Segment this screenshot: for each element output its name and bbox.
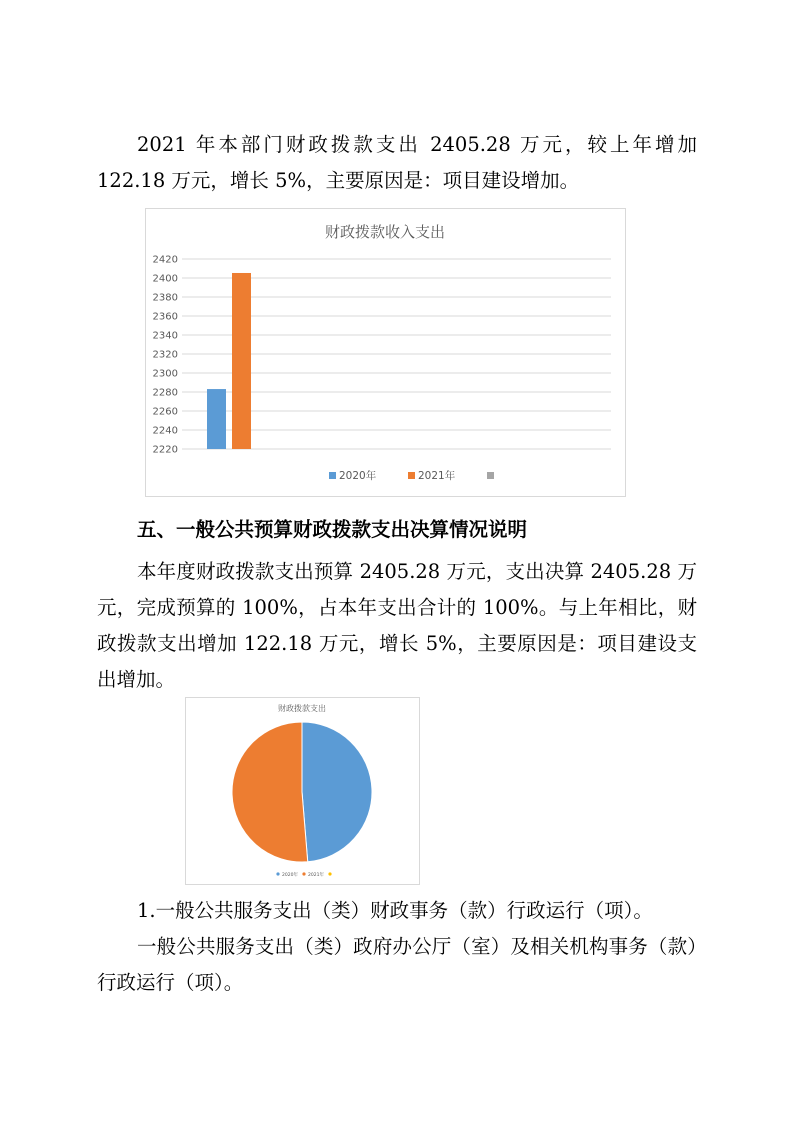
pie-slice [302,722,372,862]
y-tick-label: 2300 [152,368,178,380]
bar [232,273,251,449]
legend-label: 2020年 [339,470,377,482]
pie-slice [232,722,308,862]
bar-chart [146,209,625,496]
y-tick-label: 2420 [152,254,178,266]
legend-swatch [487,472,494,479]
y-tick-label: 2260 [152,406,178,418]
legend-swatch [408,472,415,479]
pie-chart-container [185,697,420,885]
legend-label: 2021年 [418,470,456,482]
y-tick-label: 2220 [152,444,178,456]
pie-chart [186,698,419,884]
bar [207,389,226,449]
legend-label: 2021年 [308,873,324,878]
paragraph-3: 1.一般公共服务支出（类）财政事务（款）行政运行（项）。 [137,899,653,922]
legend-swatch [329,472,336,479]
paragraph-4: 一般公共服务支出（类）政府办公厅（室）及相关机构事务（款）行政运行（项）。 [97,935,697,994]
y-tick-label: 2240 [152,425,178,437]
y-tick-label: 2400 [152,273,178,285]
section-heading: 五、一般公共预算财政拨款支出决算情况说明 [137,518,528,541]
pie-chart-title: 财政拨款支出 [278,704,326,713]
y-tick-label: 2340 [152,330,178,342]
y-tick-label: 2380 [152,292,178,304]
y-tick-label: 2280 [152,387,178,399]
bar-chart-title: 财政拨款收入支出 [324,223,446,241]
paragraph-2: 本年度财政拨款支出预算 2405.28 万元，支出决算 2405.28 万元，完成预算的 100%，占本年支出合计的 100%。与上年相比，财政拨款支出增加 122.18 万元，增长 5%，主要原因是：项目建设支出增加。 [97,560,697,691]
y-tick-label: 2360 [152,311,178,323]
bar-chart-container [145,208,626,497]
legend-swatch [276,872,279,875]
legend-swatch [302,872,305,875]
y-tick-label: 2320 [152,349,178,361]
paragraph-1: 2021 年本部门财政拨款支出 2405.28 万元，较上年增加 122.18 万元，增长 5%，主要原因是：项目建设增加。 [97,133,704,192]
legend-label: 2020年 [282,873,298,878]
legend-swatch [328,872,331,875]
